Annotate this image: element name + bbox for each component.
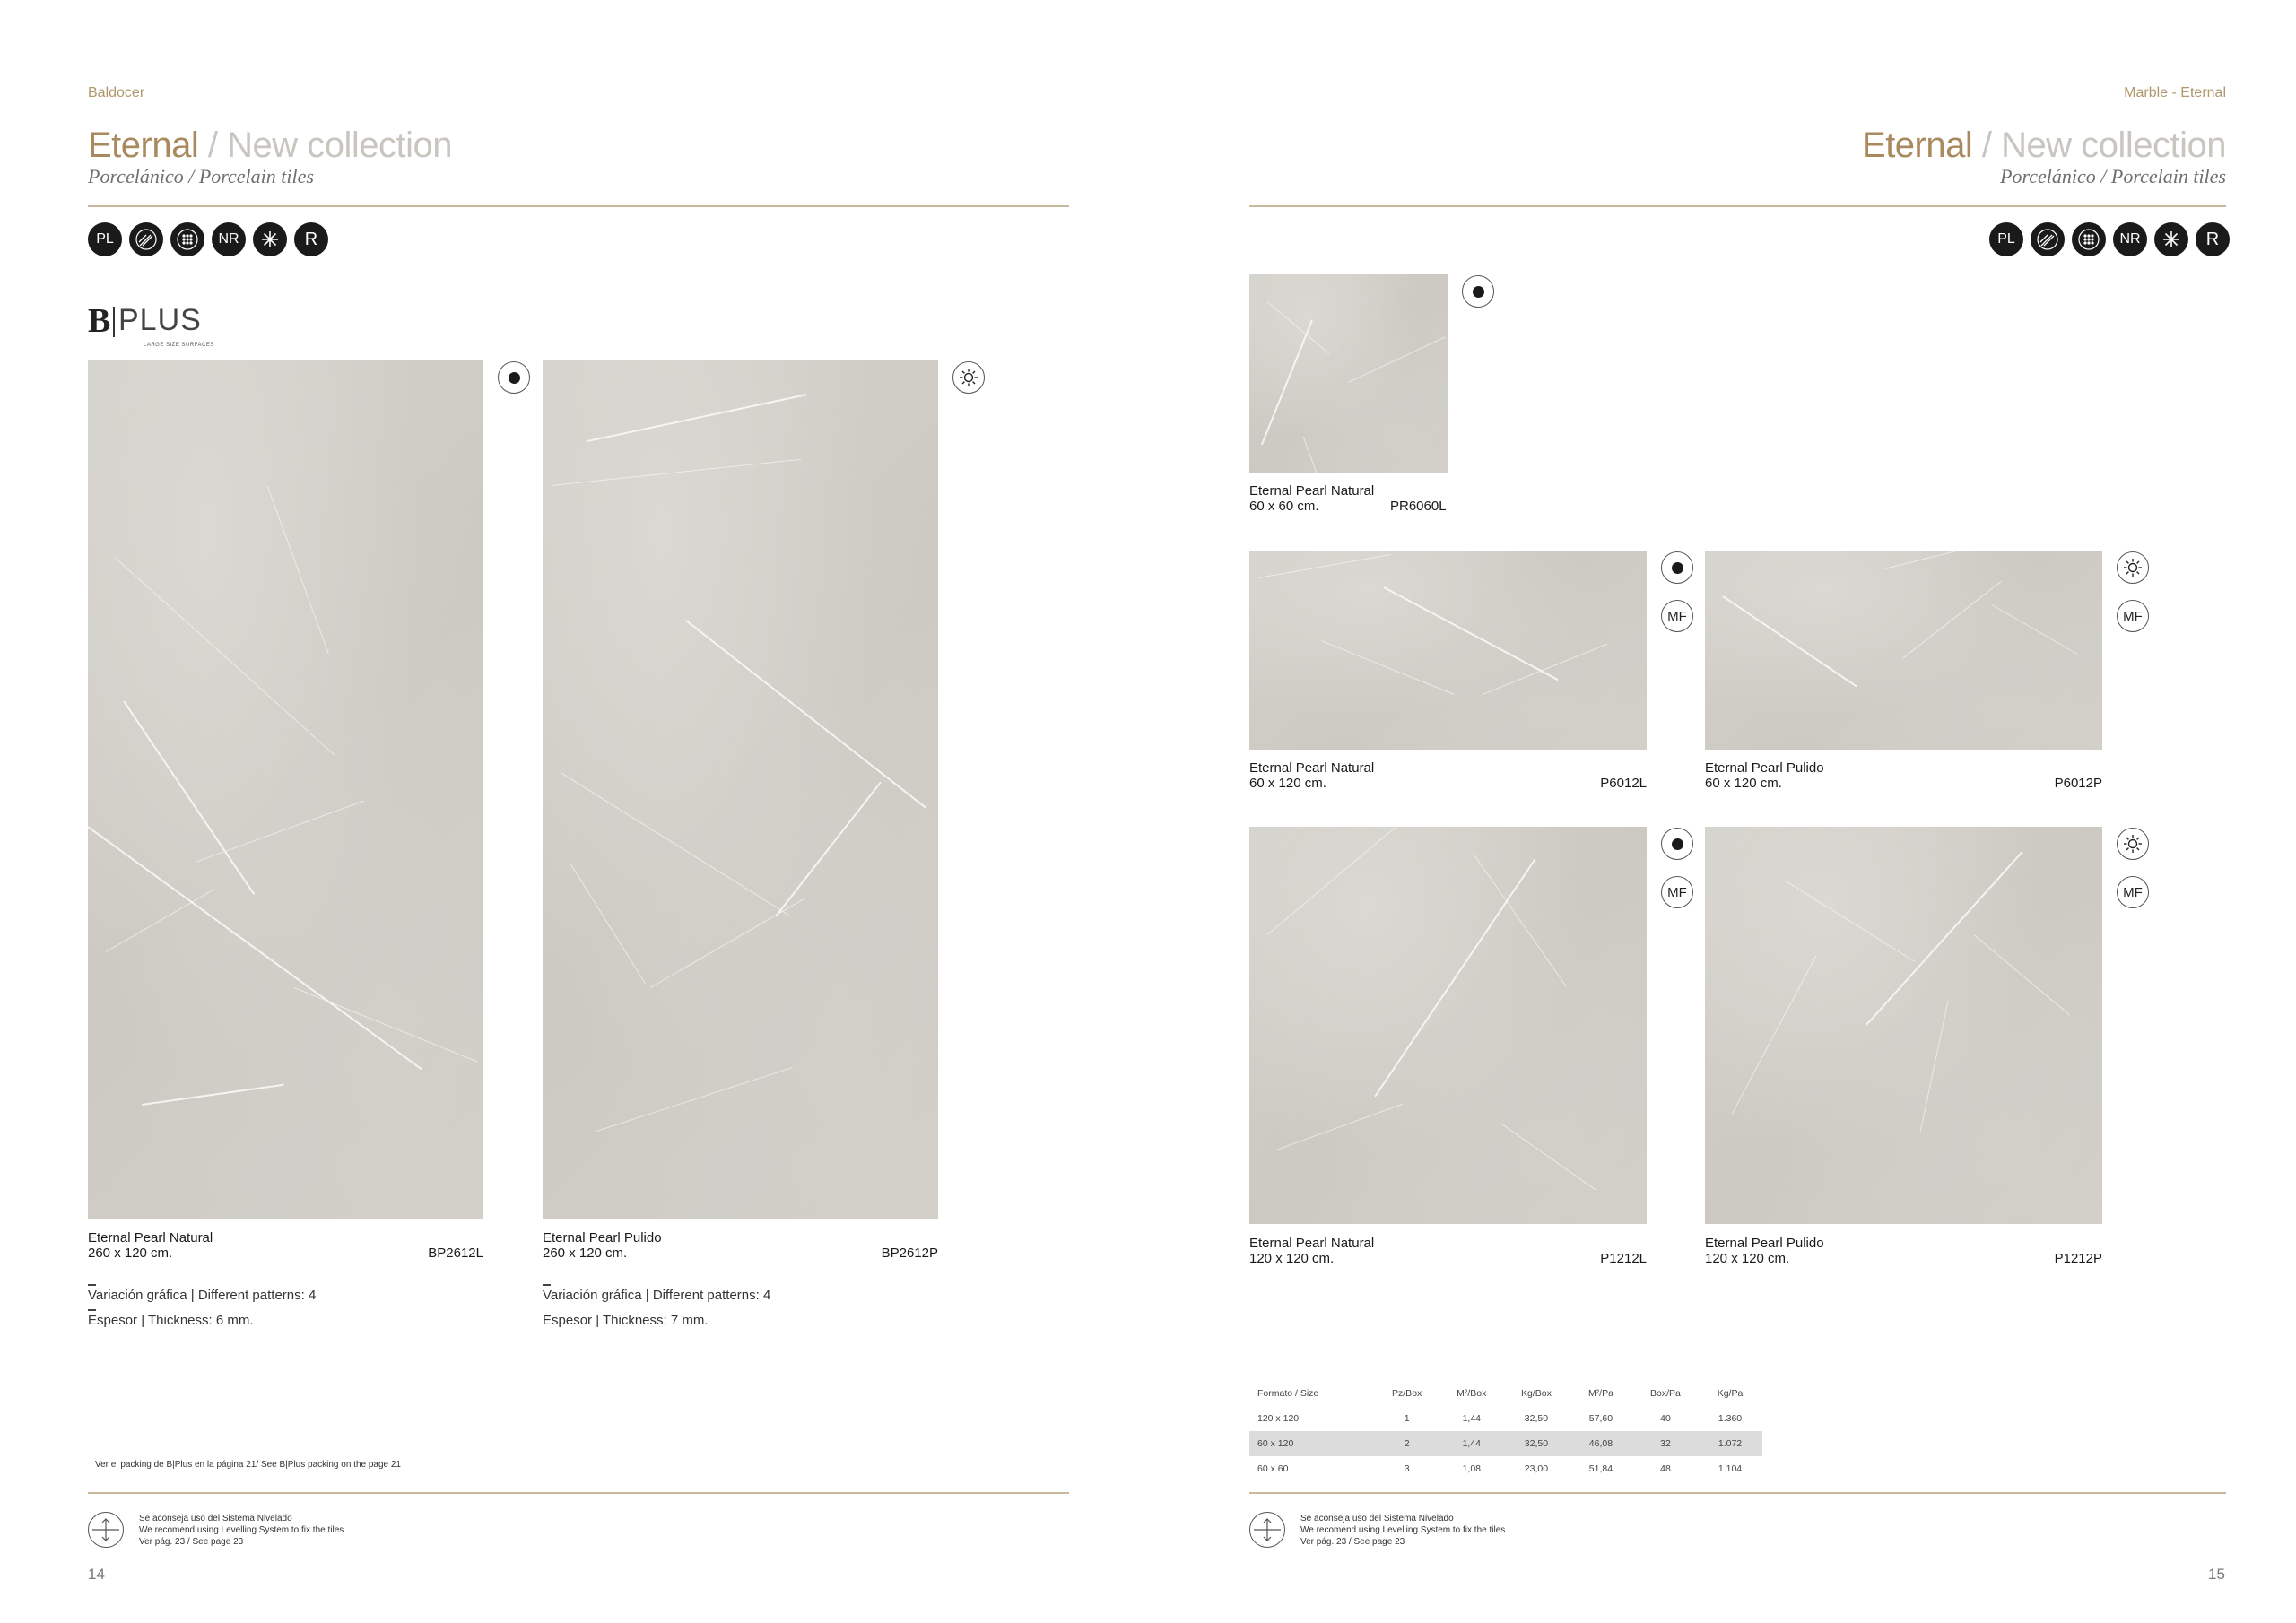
page-number: 14	[88, 1566, 105, 1583]
tile-code: P1212P	[2054, 1251, 2102, 1266]
mf-badge: MF	[1661, 600, 1693, 632]
tile-code: BP2612L	[428, 1245, 483, 1261]
mf-badge: MF	[2117, 876, 2149, 908]
page-subtitle: Porcelánico / Porcelain tiles	[2000, 165, 2226, 187]
tile-caption: Eternal Pearl Pulido 120 x 120 cm.	[1705, 1236, 1824, 1266]
footer-rule	[1249, 1492, 2226, 1494]
levelling-note: Se aconseja uso del Sistema Nivelado We recomend using Levelling System to fix the tiles Ver pág. 23 / See page 23	[139, 1514, 344, 1547]
tile-caption: Eternal Pearl Natural 260 x 120 cm.	[88, 1230, 213, 1261]
tile-code: BP2612P	[881, 1245, 938, 1261]
packing-note: Ver el packing de B|Plus en la página 21/ See B|Plus packing on the page 21	[95, 1460, 401, 1470]
variation-note: Variación gráfica | Different patterns: 4	[543, 1288, 771, 1303]
page-title	[88, 124, 452, 167]
title-rest: / New collection	[198, 126, 452, 165]
tile-image-p6012l	[1249, 551, 1647, 750]
thickness-note: Espesor | Thickness: 6 mm.	[88, 1313, 254, 1328]
tile-image-p6012p	[1705, 551, 2102, 750]
r-badge: R	[294, 222, 328, 256]
feature-badges	[1989, 222, 2230, 256]
tile-caption: Eternal Pearl Natural 120 x 120 cm.	[1249, 1236, 1375, 1266]
header-rule	[88, 205, 1069, 207]
tile-image-pr6060l	[1249, 274, 1448, 473]
tile-image-bp2612l	[88, 360, 483, 1219]
bplus-logo: B PLUS LARGE SIZE SURFACES	[88, 302, 214, 348]
tile-image-p1212l	[1249, 827, 1647, 1224]
snowflake-icon	[253, 222, 287, 256]
page-title	[1862, 124, 2226, 167]
page-number: 15	[2208, 1566, 2225, 1583]
natural-dot-icon	[1661, 828, 1693, 860]
brand-name: Baldocer	[88, 85, 145, 100]
mf-badge: MF	[1661, 876, 1693, 908]
feature-badges	[88, 222, 328, 256]
grid-dots-icon	[2072, 222, 2106, 256]
brush-icon	[2031, 222, 2065, 256]
title-rest: / New collection	[1972, 126, 2226, 165]
tile-code: PR6060L	[1390, 499, 1447, 514]
tile-caption: Eternal Pearl Natural 60 x 120 cm.	[1249, 760, 1375, 791]
tile-caption: Eternal Pearl Natural 60 x 60 cm.	[1249, 483, 1375, 514]
nr-badge: NR	[212, 222, 246, 256]
title-main: Eternal	[1862, 126, 1973, 165]
levelling-system-icon	[88, 1512, 124, 1548]
r-badge: R	[2196, 222, 2230, 256]
polished-sun-icon	[2117, 828, 2149, 860]
tile-code: P6012L	[1600, 776, 1647, 791]
section-header: Marble - Eternal	[2124, 85, 2226, 100]
pl-badge: PL	[88, 222, 122, 256]
footer-rule	[88, 1492, 1069, 1494]
header-rule	[1249, 205, 2226, 207]
table-row: 60 x 120 2 1,44 32,50 46,08 32 1.072	[1249, 1431, 1762, 1456]
thickness-note: Espesor | Thickness: 7 mm.	[543, 1313, 709, 1328]
title-main: Eternal	[88, 126, 199, 165]
polished-sun-icon	[952, 361, 985, 394]
natural-dot-icon	[1661, 551, 1693, 584]
levelling-system-icon	[1249, 1512, 1285, 1548]
variation-note: Variación gráfica | Different patterns: 4	[88, 1288, 317, 1303]
table-row: 120 x 120 1 1,44 32,50 57,60 40 1.360	[1257, 1413, 1743, 1424]
tile-code: P1212L	[1600, 1251, 1647, 1266]
natural-dot-icon	[498, 361, 530, 394]
tile-image-bp2612p	[543, 360, 938, 1219]
pl-badge: PL	[1989, 222, 2023, 256]
nr-badge: NR	[2113, 222, 2147, 256]
tile-caption: Eternal Pearl Pulido 60 x 120 cm.	[1705, 760, 1824, 791]
mf-badge: MF	[2117, 600, 2149, 632]
tile-caption: Eternal Pearl Pulido 260 x 120 cm.	[543, 1230, 662, 1261]
grid-dots-icon	[170, 222, 204, 256]
brush-icon	[129, 222, 163, 256]
tile-image-p1212p	[1705, 827, 2102, 1224]
polished-sun-icon	[2117, 551, 2149, 584]
natural-dot-icon	[1462, 275, 1494, 308]
packing-table	[1249, 1381, 1762, 1481]
table-header-row: Formato / Size Pz/Box M²/Box Kg/Box M²/Pa Box/Pa Kg/Pa	[1257, 1388, 1744, 1399]
tile-code: P6012P	[2054, 776, 2102, 791]
levelling-note: Se aconseja uso del Sistema Nivelado We recomend using Levelling System to fix the tiles Ver pág. 23 / See page 23	[1300, 1514, 1506, 1547]
page-subtitle: Porcelánico / Porcelain tiles	[88, 165, 314, 187]
table-row: 60 x 60 3 1,08 23,00 51,84 48 1.104	[1257, 1463, 1743, 1474]
snowflake-icon	[2154, 222, 2188, 256]
